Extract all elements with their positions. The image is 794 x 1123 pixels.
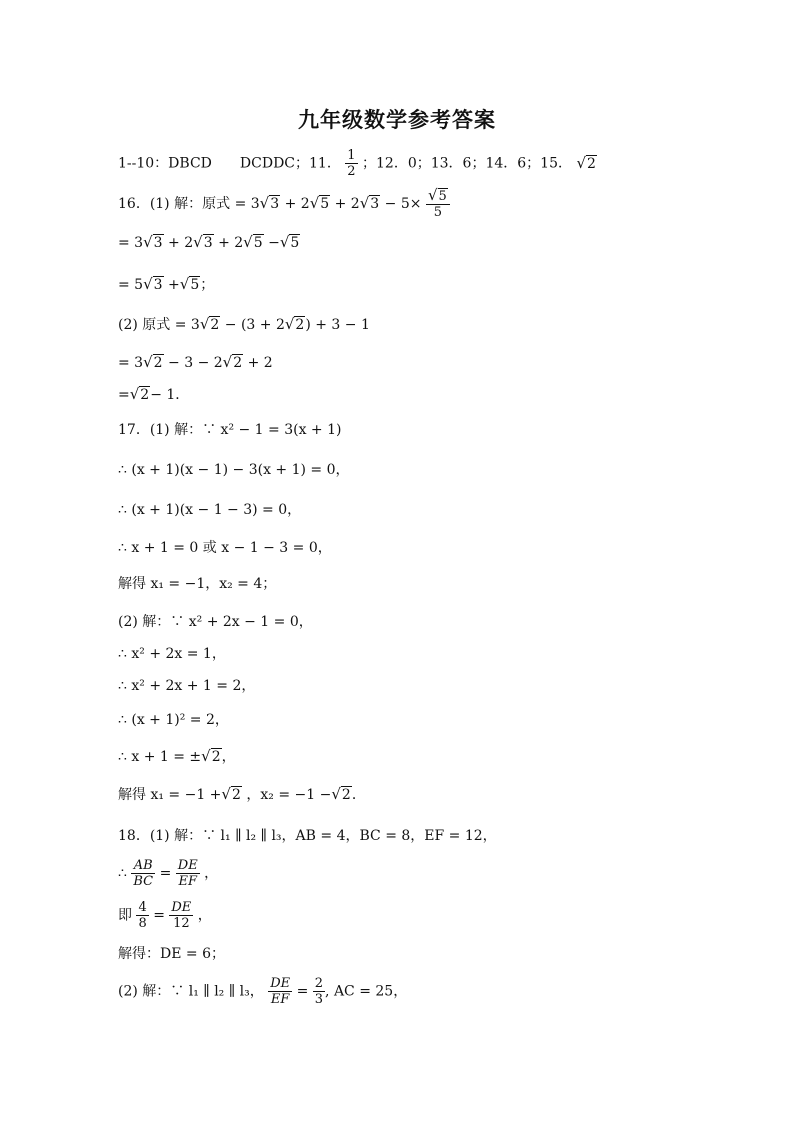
- q17-line-1: 17．(1) 解：∵ x² − 1 = 3(x + 1): [118, 422, 342, 438]
- q17-line-7: ∴ x² + 2x = 1，: [118, 646, 226, 662]
- q17-line-8: ∴ x² + 2x + 1 = 2，: [118, 678, 256, 694]
- q18-line-4: 解得：DE = 6；: [118, 946, 225, 962]
- q18-line-2: ∴ $\frac{AB}{BC}$ = $\frac{DE}{EF}$ ，: [118, 858, 219, 889]
- q16-line-4: (2) 原式 = 3√2 − (3 + 2√2) + 3 − 1: [118, 315, 370, 333]
- fraction: $\frac{2}{3}$: [314, 976, 324, 1007]
- q17-line-10: ∴ x + 1 = ±√2，: [118, 747, 236, 765]
- q17-line-3: ∴ (x + 1)(x − 1 − 3) = 0，: [118, 502, 302, 518]
- fraction: $\frac{1}{2}$: [347, 148, 356, 179]
- q16-line-6: =√2− 1．: [118, 385, 190, 403]
- q16-line-2: = 3√3 + 2√3 + 2√5 −√5: [118, 233, 300, 251]
- fraction: $\frac{DE}{EF}$: [177, 858, 198, 889]
- fraction: $\frac{DE}{12}$: [171, 900, 192, 931]
- page-title: 九年级数学参考答案: [298, 107, 496, 132]
- q16-line-1: 16．(1) 解：原式 = 3√3 + 2√5 + 2√3 − 5× $\frac{√5}{5}$: [118, 188, 450, 220]
- fraction: $\frac{√5}{5}$: [426, 188, 450, 220]
- fraction: $\frac{AB}{BC}$: [133, 858, 154, 889]
- q18-line-3: 即 $\frac{4}{8}$ = $\frac{DE}{12}$ ，: [118, 900, 212, 931]
- q17-line-11: 解得 x₁ = −1 +√2 ，x₂ = −1 −√2．: [118, 785, 366, 803]
- q18-line-5: (2) 解：∵ l₁ ∥ l₂ ∥ l₃， $\frac{DE}{EF}$ = $\frac{2}{3}$ , AC = 25，: [118, 976, 408, 1007]
- fraction: $\frac{4}{8}$: [138, 900, 147, 931]
- radical: √2: [576, 153, 596, 172]
- q17-line-5: 解得 x₁ = −1，x₂ = 4；: [118, 576, 277, 592]
- q17-line-9: ∴ (x + 1)² = 2，: [118, 712, 229, 728]
- fraction: $\frac{DE}{EF}$: [270, 976, 291, 1007]
- q17-line-6: (2) 解：∵ x² + 2x − 1 = 0，: [118, 614, 313, 630]
- answers-1-15: 1--10：DBCD DCDDC；11． $\frac{1}{2}$ ；12．0；13．6；14．6；15． √2: [118, 148, 596, 179]
- q16-line-3: = 5√3 +√5；: [118, 275, 215, 293]
- q18-line-1: 18．(1) 解：∵ l₁ ∥ l₂ ∥ l₃，AB = 4，BC = 8，EF = 12，: [118, 828, 497, 844]
- q16-line-5: = 3√2 − 3 − 2√2 + 2: [118, 353, 273, 371]
- q17-line-2: ∴ (x + 1)(x − 1) − 3(x + 1) = 0，: [118, 462, 350, 478]
- q17-line-4: ∴ x + 1 = 0 或 x − 1 − 3 = 0，: [118, 540, 332, 556]
